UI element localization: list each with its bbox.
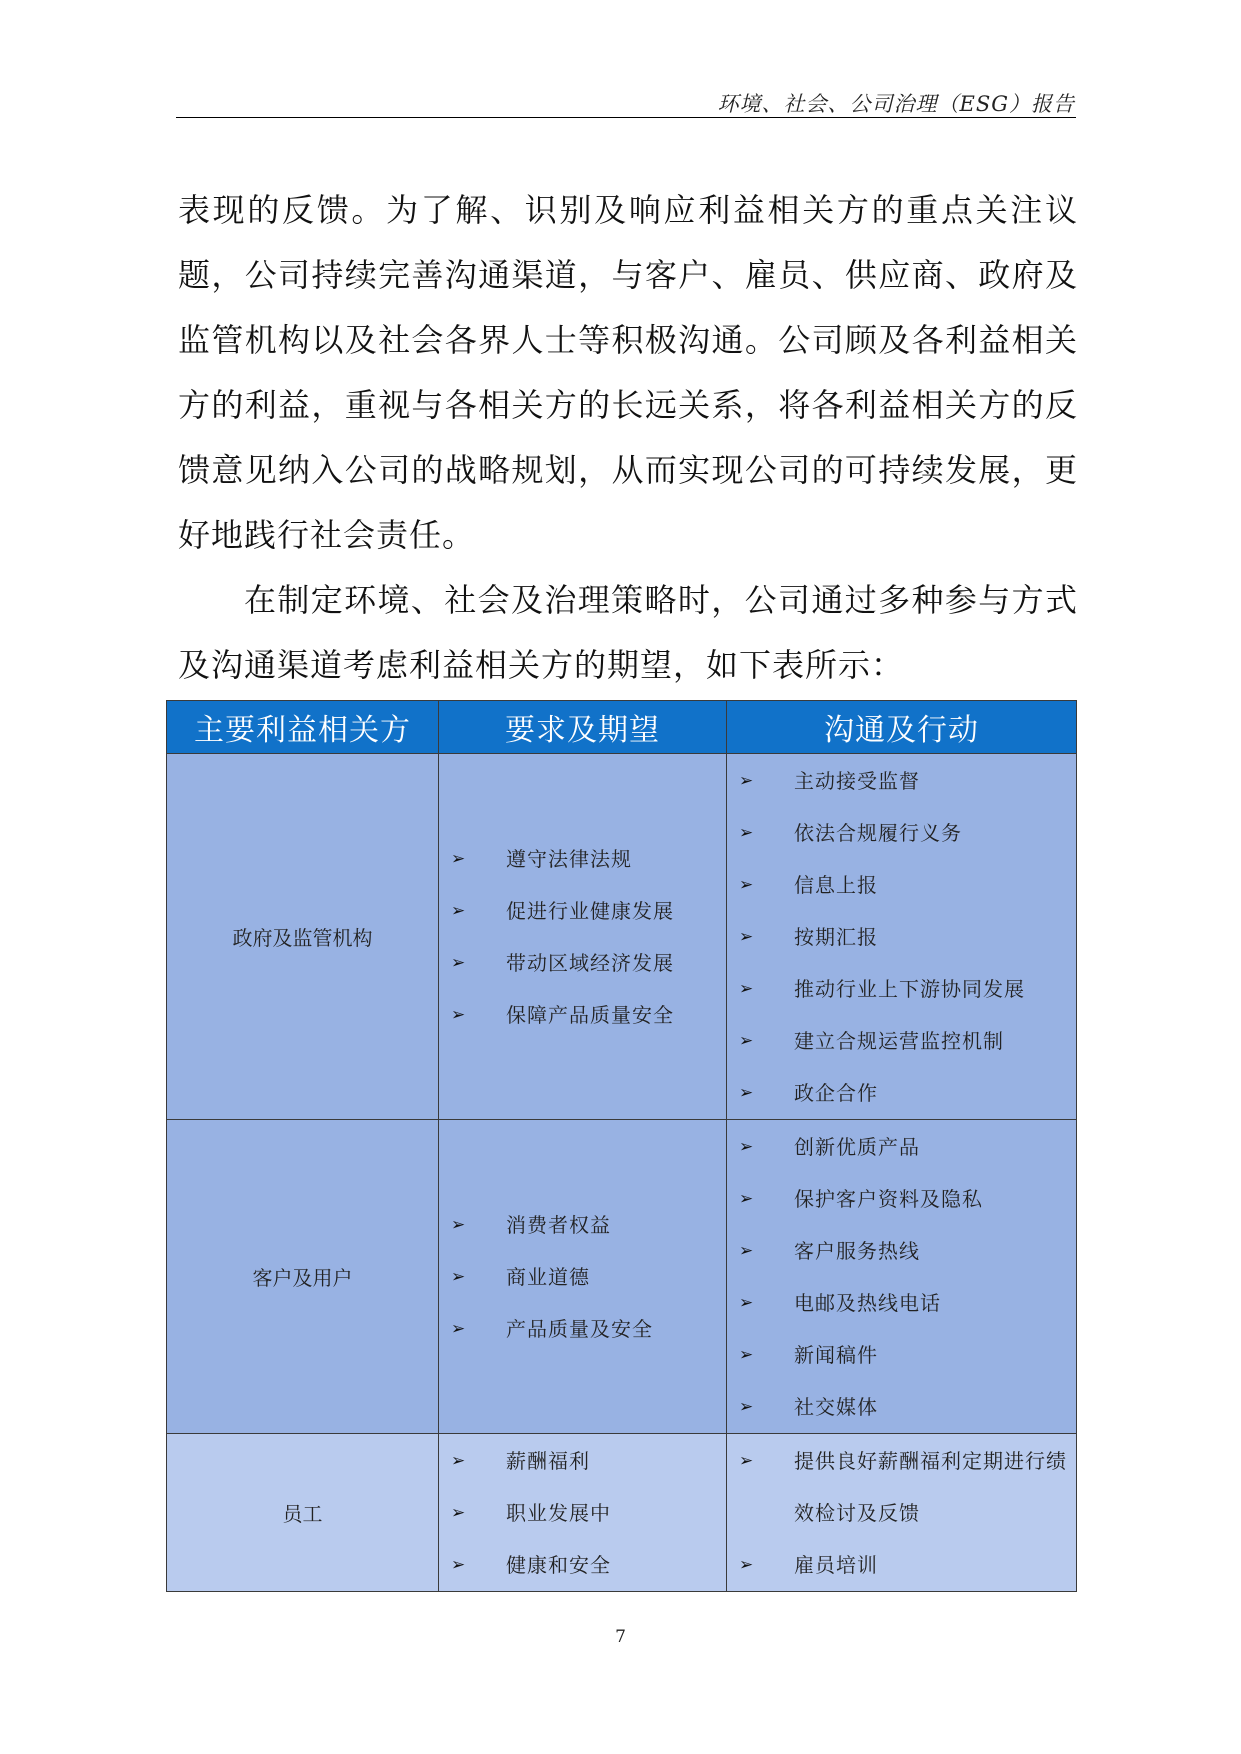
arrow-bullet-icon: ➢ <box>739 1292 755 1313</box>
arrow-bullet-icon: ➢ <box>451 1266 467 1287</box>
arrow-bullet-icon: ➢ <box>451 848 467 869</box>
arrow-bullet-icon: ➢ <box>739 1396 755 1417</box>
header-title: 环境、社会、公司治理（ESG）报告 <box>717 92 1075 116</box>
paragraph: 表现的反馈。为了解、识别及响应利益相关方的重点关注议题，公司持续完善沟通渠道，与客户、雇员、供应商、政府及监管机构以及社会各界人士等积极沟通。公司顾及各利益相关方的利益，重视与各相关方的长远关系，将各利益相关方的反馈意见纳入公司的战略规划，从而实现公司的可持续发展，更好地践行社会责任。 <box>178 191 1078 554</box>
actions-cell <box>727 754 1077 1120</box>
arrow-bullet-icon: ➢ <box>451 1502 467 1523</box>
header-stakeholder: 主要利益相关方 <box>167 701 439 754</box>
list-item: ➢ 保护客户资料及隐私 <box>727 1173 1076 1225</box>
stakeholder-name: 员工 <box>167 1434 439 1592</box>
arrow-bullet-icon: ➢ <box>451 1450 467 1471</box>
arrow-bullet-icon: ➢ <box>451 1554 467 1575</box>
table-row <box>167 1434 1077 1592</box>
arrow-bullet-icon: ➢ <box>451 1004 467 1025</box>
table-row <box>167 1120 1077 1434</box>
list-item: ➢ 遵守法律法规 <box>439 833 726 885</box>
list-item: ➢ 新闻稿件 <box>727 1329 1076 1381</box>
arrow-bullet-icon: ➢ <box>739 874 755 895</box>
list-item: ➢ 客户服务热线 <box>727 1225 1076 1277</box>
header-actions: 沟通及行动 <box>727 701 1077 754</box>
arrow-bullet-icon: ➢ <box>739 770 755 791</box>
stakeholder-name: 客户及用户 <box>167 1120 439 1434</box>
arrow-bullet-icon: ➢ <box>739 1450 755 1471</box>
requirements-cell <box>439 1120 727 1434</box>
page-number: 7 <box>615 1627 626 1647</box>
list-item: ➢ 创新优质产品 <box>727 1121 1076 1173</box>
stakeholder-table <box>166 700 1077 1592</box>
list-item: ➢ 薪酬福利 <box>439 1435 726 1487</box>
arrow-bullet-icon: ➢ <box>451 1318 467 1339</box>
arrow-bullet-icon: ➢ <box>739 1344 755 1365</box>
list-item: ➢ 提供良好薪酬福利定期进行绩效检讨及反馈 <box>727 1435 1076 1539</box>
list-item: ➢ 雇员培训 <box>727 1539 1076 1591</box>
list-item: ➢ 社交媒体 <box>727 1381 1076 1433</box>
arrow-bullet-icon: ➢ <box>739 978 755 999</box>
list-item: ➢ 职业发展中 <box>439 1487 726 1539</box>
table-header-row <box>167 701 1077 754</box>
paragraph: 在制定环境、社会及治理策略时，公司通过多种参与方式及沟通渠道考虑利益相关方的期望，如下表所示： <box>178 581 1078 684</box>
header-rule <box>176 117 1076 118</box>
arrow-bullet-icon: ➢ <box>739 1082 755 1103</box>
list-item: ➢ 商业道德 <box>439 1251 726 1303</box>
list-item: ➢ 信息上报 <box>727 859 1076 911</box>
requirements-cell <box>439 1434 727 1592</box>
list-item: ➢ 政企合作 <box>727 1067 1076 1119</box>
arrow-bullet-icon: ➢ <box>451 900 467 921</box>
actions-cell <box>727 1434 1077 1592</box>
list-item: ➢ 带动区域经济发展 <box>439 937 726 989</box>
arrow-bullet-icon: ➢ <box>739 1030 755 1051</box>
actions-cell <box>727 1120 1077 1434</box>
list-item: ➢ 消费者权益 <box>439 1199 726 1251</box>
list-item: ➢ 依法合规履行义务 <box>727 807 1076 859</box>
arrow-bullet-icon: ➢ <box>451 952 467 973</box>
arrow-bullet-icon: ➢ <box>739 1136 755 1157</box>
stakeholder-name: 政府及监管机构 <box>167 754 439 1120</box>
list-item: ➢ 建立合规运营监控机制 <box>727 1015 1076 1067</box>
list-item: ➢ 电邮及热线电话 <box>727 1277 1076 1329</box>
list-item: ➢ 健康和安全 <box>439 1539 726 1591</box>
arrow-bullet-icon: ➢ <box>739 1554 755 1575</box>
body-text <box>178 178 1078 698</box>
list-item: ➢ 促进行业健康发展 <box>439 885 726 937</box>
arrow-bullet-icon: ➢ <box>739 1240 755 1261</box>
list-item: ➢ 保障产品质量安全 <box>439 989 726 1041</box>
list-item: ➢ 推动行业上下游协同发展 <box>727 963 1076 1015</box>
list-item: ➢ 按期汇报 <box>727 911 1076 963</box>
header-requirements: 要求及期望 <box>439 701 727 754</box>
arrow-bullet-icon: ➢ <box>739 926 755 947</box>
requirements-cell <box>439 754 727 1120</box>
list-item: ➢ 主动接受监督 <box>727 755 1076 807</box>
arrow-bullet-icon: ➢ <box>739 1188 755 1209</box>
list-item: ➢ 产品质量及安全 <box>439 1303 726 1355</box>
arrow-bullet-icon: ➢ <box>451 1214 467 1235</box>
arrow-bullet-icon: ➢ <box>739 822 755 843</box>
table-row <box>167 754 1077 1120</box>
